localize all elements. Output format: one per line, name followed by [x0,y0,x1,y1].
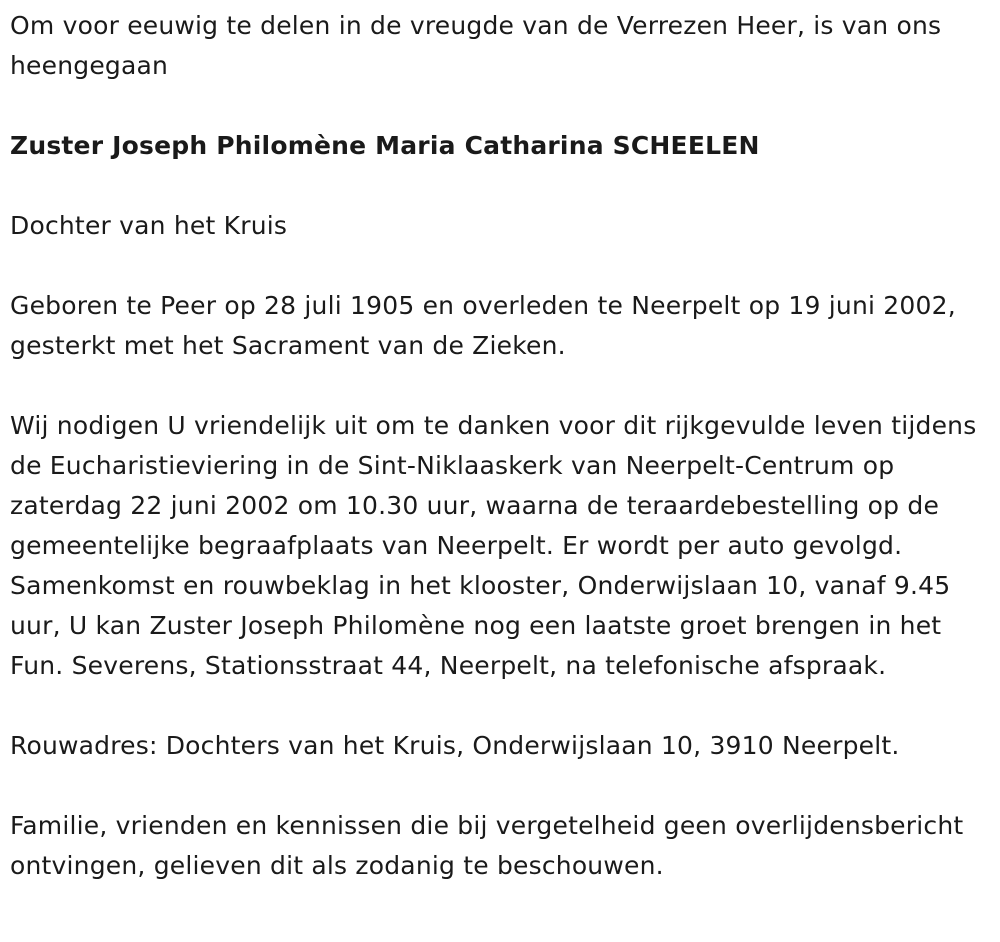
intro-text: Om voor eeuwig te delen in de vreugde van de Verrezen Heer, is van ons heengegaan [10,11,942,80]
spacer [10,686,990,726]
spacer [10,246,990,286]
spacer [10,366,990,406]
birth-death-text: Geboren te Peer op 28 juli 1905 en overleden te Neerpelt op 19 juni 2002, gesterkt met het Sacrament van de Zieken. [10,291,956,360]
spacer [10,86,990,126]
spacer [10,166,990,206]
closing-text: Familie, vrienden en kennissen die bij vergetelheid geen overlijdensbericht ontvingen, gelieven dit als zodanig te beschouwen. [10,811,964,880]
deceased-name: Zuster Joseph Philomène Maria Catharina SCHEELEN [10,131,760,160]
spacer [10,766,990,806]
religious-title: Dochter van het Kruis [10,211,288,240]
invitation-text: Wij nodigen U vriendelijk uit om te danken voor dit rijkgevulde leven tijdens de Eucharistieviering in de Sint-Niklaaskerk van Neerpelt-Centrum op zaterdag 22 juni 2002 om 10.30 uur, waarna de teraardebestelling op de gemeentelijke begraafplaats van Neerpelt. Er wordt per auto gevolgd. Samenkomst en rouwbeklag in het klooster, Onderwijslaan 10, vanaf 9.45 uur, U kan Zuster Joseph Philomène nog een laatste groet brengen in het Fun. Severens, Stationsstraat 44, Neerpelt, na telefonische afspraak. [10,411,977,680]
mourning-address: Rouwadres: Dochters van het Kruis, Onderwijslaan 10, 3910 Neerpelt. [10,731,900,760]
